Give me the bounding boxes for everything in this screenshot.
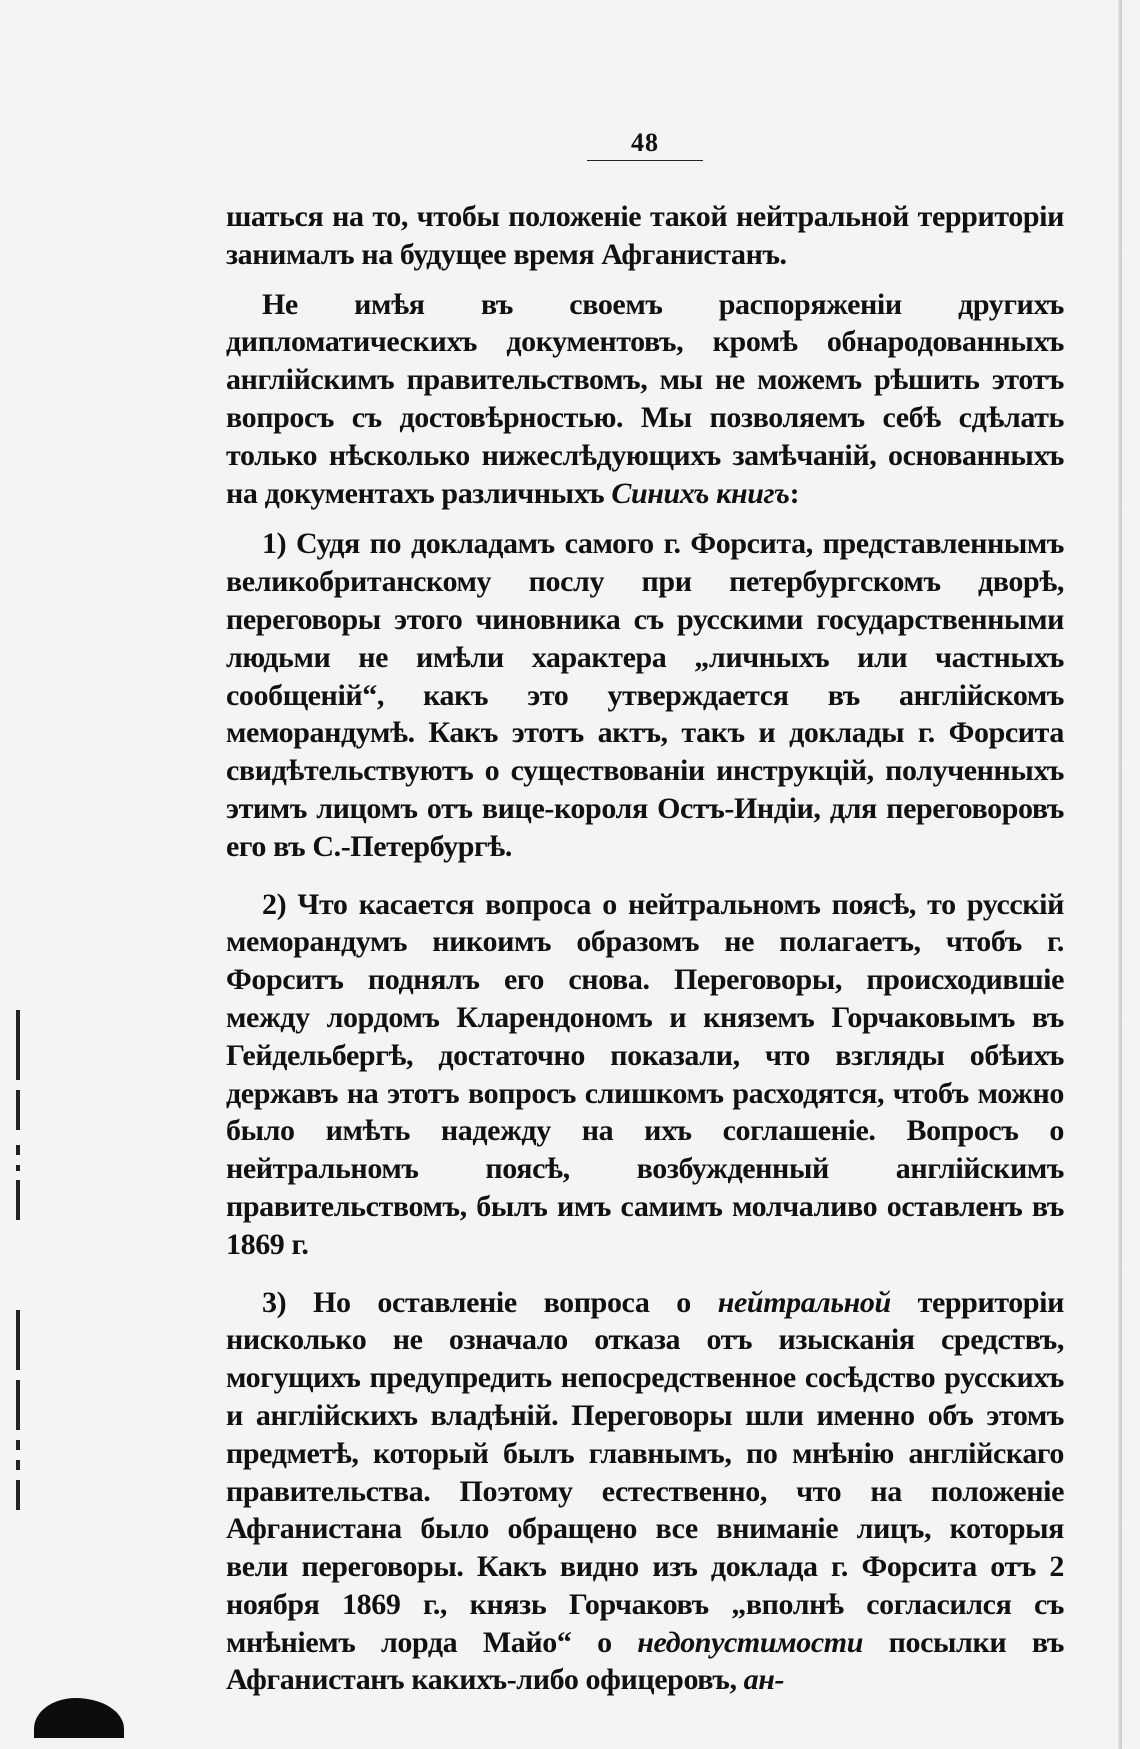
paragraph-point-3-cont: посылки въ Афганистанъ какихъ-либо офицеровъ, <box>226 1625 1064 1697</box>
paragraph-point-3-italic-3: ан- <box>743 1663 785 1697</box>
scan-artifact-marks <box>16 1010 26 1710</box>
paragraph-point-3-mid: территоріи нисколько не означало отказа отъ изысканія средствъ, могущихъ предупредить непосредственное сосѣдство русскихъ и англійскихъ владѣній. Переговоры шли именно объ этомъ предметѣ, который былъ главнымъ, по мнѣнію англійскаго правительства. Поэтому естественно, что на положеніе Афганистана было обращено все вниманіе лицъ, которыя вели переговоры. Какъ видно изъ доклада г. Форсита отъ 2 ноября 1869 г., князь Горчаковъ „вполнѣ согласился съ мнѣніемъ лорда Майо“ о <box>226 1285 1065 1659</box>
page-edge <box>1118 0 1122 1749</box>
paragraph-point-2: 2) Что касается вопроса о нейтральномъ поясѣ, то русскій меморандумъ никоимъ образомъ не полагаетъ, чтобъ г. Форситъ поднялъ его снова. Переговоры, происходившіе между лордомъ Кларендономъ и княземъ Горчаковымъ въ Гейдельбергѣ, достаточно показали, что взгляды обѣихъ державъ на этотъ вопросъ слишкомъ расходятся, чтобъ можно было имѣть надежду на ихъ соглашеніе. Вопросъ о нейтральномъ поясѣ, возбужденный англійскимъ правительствомъ, былъ имъ самимъ молчаливо оставленъ въ 1869 г. <box>226 887 1064 1261</box>
page-number: 48 <box>587 128 703 161</box>
paragraph-point-3 <box>226 1284 1064 1700</box>
paragraph-intro-text: Не имѣя въ своемъ распоряженіи другихъ дипломатическихъ документовъ, кромѣ обнародованныхъ англійскимъ правительствомъ, мы не можемъ рѣшить этотъ вопросъ съ достовѣрностью. Мы позволяемъ себѣ сдѣлать только нѣсколько нижеслѣдующихъ замѣчаній, основанныхъ на документахъ различныхъ <box>226 287 1064 510</box>
paragraph-point-3-start: 3) Но оставленіе вопроса о <box>262 1285 718 1319</box>
paragraph-point-1: 1) Судя по докладамъ самого г. Форсита, представленнымъ великобританскому послу при петербургскомъ дворѣ, переговоры этого чиновника съ русскими государственными людьми не имѣли характера „личныхъ или частныхъ сообщеній“, какъ это утверждается въ англійскомъ меморандумѣ. Какъ этотъ актъ, такъ и доклады г. Форсита свидѣтельствуютъ о существованіи инструкцій, полученныхъ этимъ лицомъ отъ вице-короля Остъ-Индіи, для переговоровъ его въ С.-Петербургѣ. <box>226 527 1064 863</box>
paragraph-intro-end: : <box>789 476 800 510</box>
paragraph-continuation: шаться на то, чтобы положеніе такой нейтральной территоріи занималъ на будущее время Афганистанъ. <box>226 200 1064 271</box>
paragraph-intro-italic: Синихъ книгъ <box>611 476 790 510</box>
binding-shadow <box>34 1698 124 1738</box>
body-text <box>226 198 1064 1699</box>
paragraph-intro <box>226 286 1064 513</box>
paragraph-point-3-italic-1: нейтральной <box>717 1285 891 1319</box>
paragraph-point-3-italic-2: недопустимости <box>637 1625 864 1659</box>
page-header <box>220 128 1070 161</box>
